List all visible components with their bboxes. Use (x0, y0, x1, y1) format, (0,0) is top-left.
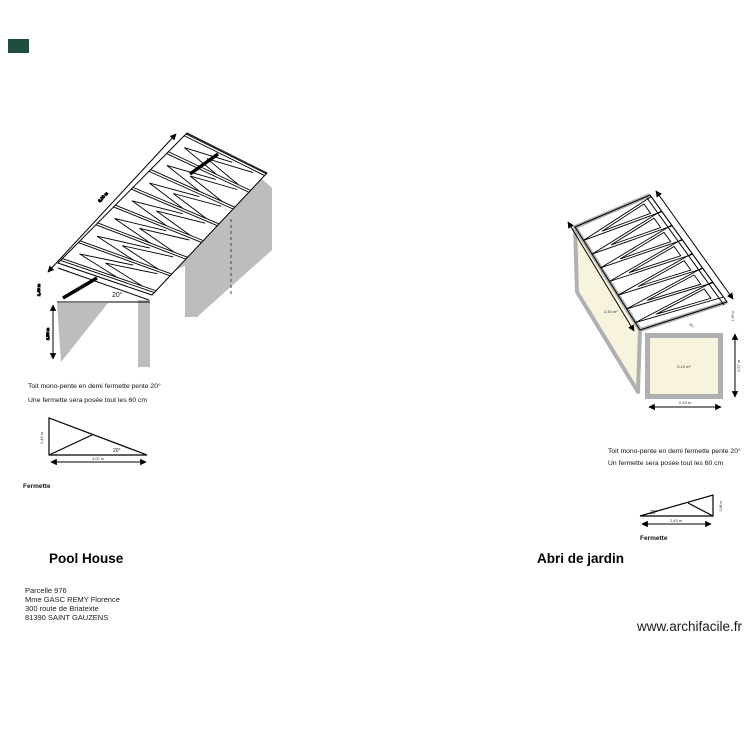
abri-front-wall-area-label: 5,10 m² (677, 364, 691, 369)
abri-drawing (568, 191, 741, 407)
abri-eave-height-label: 1,09 m (731, 310, 735, 322)
pool-roof-angle-label: 20° (112, 292, 123, 299)
abri-front-width-label: 2,43 m (678, 400, 692, 405)
pool-fermette-strut (49, 435, 92, 455)
abri-fermette-base-label: 2,43 m (669, 518, 683, 523)
pool-fermette-triangle (49, 418, 147, 455)
abri-title: Abri de jardin (537, 551, 625, 566)
abri-note-line2: Un fermette sera posée tout les 60 cm (608, 460, 724, 467)
pool-fermette-angle-label: 20° (113, 448, 121, 454)
abri-note-line1: Toit mono-pente en demi fermette pente 20° (608, 448, 741, 455)
abri-fermette-angle-label: 20° (650, 510, 658, 516)
owner-city: 81390 SAINT GAUZENS (25, 613, 109, 622)
pool-bold-strut-front (63, 278, 97, 298)
pool-house-drawing (36, 133, 272, 367)
owner-parcel: Parcelle 976 (25, 586, 67, 595)
owner-address-block (25, 586, 120, 622)
owner-street: 300 route de Briatexte (25, 604, 99, 613)
pool-left-wall-triangle (57, 303, 108, 362)
pool-fermette-caption: Fermette (23, 483, 51, 490)
abri-fermette-strut (688, 503, 713, 516)
abri-front-height-label: 1,97 m (736, 359, 741, 373)
pool-post-front (138, 300, 150, 367)
abri-left-wall-area-label: 2,43 m² (604, 309, 618, 314)
owner-name: Mme GASC REMY Florence (25, 595, 120, 604)
pool-roof-rise-label: 1,46 m (36, 283, 41, 297)
pool-fermette-diagram (39, 418, 147, 462)
pool-fermette-height-label: 1,46 m (39, 431, 44, 445)
abri-fermette-caption: Fermette (640, 535, 668, 542)
pool-fermette-base-label: 4,00 m (91, 456, 105, 461)
pool-wall-height-label: 2,50 m (45, 327, 50, 341)
pool-post-right (185, 262, 197, 317)
pool-house-title: Pool House (49, 551, 124, 566)
abri-fermette-height-label: 0,88 m (719, 500, 723, 512)
pool-note-line1: Toit mono-pente en demi fermette pente 20° (28, 383, 161, 390)
pool-roof-length-label: 6,00 m (96, 190, 109, 204)
abri-fermette-diagram (640, 495, 723, 524)
abri-roof-angle-label: 20° (688, 322, 695, 329)
archifacile-watermark: www.archifacile.fr (637, 619, 743, 634)
pool-note-line2: Une fermette sera posée tout les 60 cm (28, 397, 148, 404)
